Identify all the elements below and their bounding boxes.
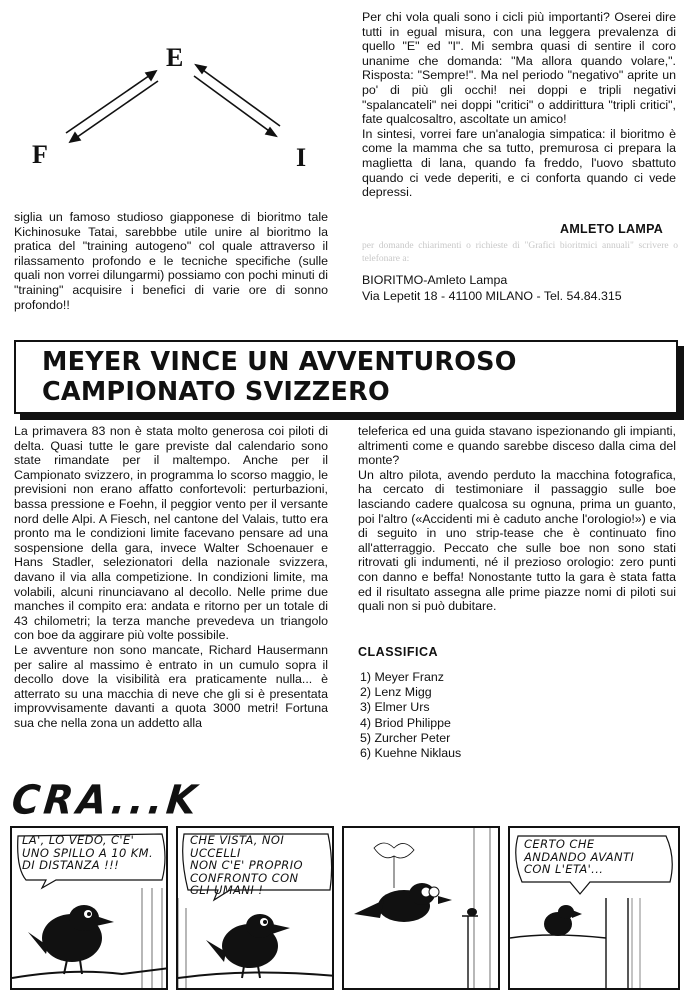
ranking-list bbox=[360, 670, 461, 761]
article-left-paragraph-1: La primavera 83 non è stata molto generosa coi piloti di delta. Quasi tutte le gare previste dal calendario sono state rimandate per il maltempo. Anche per il Campionato svizzero, in programma lo scorso maggio, le previsioni non erano affatto confortevoli: perturbazioni, bassa pressione e Foehn, il peggior vento per il versante nord delle Alpi. A Fiesch, nel cantone del Valais, tutto era pronto ma le condizioni limite facevano pensare ad una sospensione della gara, invece Walter Schoenauer e Hans Stadler, selezionatori della nazionale svizzera, davano il via alla competizione. In condizioni limite, ma volabili, alcuni rinunciavano al decollo. Nelle prime due manches il compito era: andata e ritorno per un totale di 43 chilometri; la terza manche prevedeva un triangolo con boe da aggirare più volte possibile. bbox=[14, 424, 328, 643]
bubble-4-line-3: CON L'ETA'... bbox=[524, 862, 604, 876]
article-left-column bbox=[14, 424, 328, 730]
diagram-letter-e: E bbox=[166, 43, 184, 72]
comic-panel-3 bbox=[342, 826, 500, 990]
headline-line-2: CAMPIONATO SVIZZERO bbox=[42, 377, 390, 407]
bubble-4-line-1: CERTO CHE bbox=[524, 837, 595, 851]
ranking-title: CLASSIFICA bbox=[358, 645, 438, 659]
bubble-2-line-4: GLI UMANI ! bbox=[190, 883, 264, 897]
diagram-letter-i: I bbox=[296, 143, 307, 172]
crow-flying-illustration bbox=[344, 828, 500, 990]
bubble-2-line-2: NON C'E' PROPRIO bbox=[190, 858, 303, 872]
speech-bubble-1 bbox=[22, 834, 162, 872]
ranking-entry: 6) Kuehne Niklaus bbox=[360, 746, 462, 761]
contact-address: Via Lepetit 18 - 41100 MILANO - Tel. 54.84.315 bbox=[362, 289, 622, 303]
comic-panel-2 bbox=[176, 826, 334, 990]
bubble-4-line-2: ANDANDO AVANTI bbox=[524, 849, 635, 864]
article-right-paragraph-1: teleferica ed una guida stavano ispezionando gli impianti, altrimenti come e quando sarebbe disceso dalla cima del monte? bbox=[358, 424, 676, 468]
speech-bubble-2 bbox=[190, 834, 330, 897]
bubble-1-line-3: DI DISTANZA !!! bbox=[22, 858, 120, 872]
contact-name: BIORITMO-Amleto Lampa bbox=[362, 273, 508, 287]
bubble-2-line-3: CONFRONTO CON bbox=[190, 870, 299, 885]
article-left-paragraph-2: Le avventure non sono mancate, Richard Hausermann per salire al massimo è entrato in un cumulo sopra il decollo dove la visibilità era praticamente nulla... è atterrato su una macchia di neve che gli si è presentata improvvisamente davanti a quota 3000 metri! Fortuna sua che nella zona un addetto alla bbox=[14, 642, 328, 730]
comic-panel-1 bbox=[10, 826, 168, 990]
ranking-entry: 3) Elmer Urs bbox=[360, 700, 430, 715]
diagram-letter-f: F bbox=[32, 140, 48, 169]
intro-right-paragraph-1: Per chi vola quali sono i cicli più importanti? Oserei dire tutti in egual misura, con una leggera prevalenza di quello "E" ed "I". Mi sembra quasi di sentire il coro unanime che domanda: "Ma allora quando volare,". Risposta: "Sempre!". Ma nel periodo "negativo" aprite un po' di più gli occhi! nei doppi e tripli negativi "spalancateli" nei doppi "critici" o addirittura "tripli critici", fate qualcosaltro, ascoltate un amico! bbox=[362, 10, 676, 127]
bubble-1-line-2: UNO SPILLO A 10 KM. bbox=[22, 845, 154, 860]
intro-right-paragraph-2: In sintesi, vorrei fare un'analogia simpatica: il bioritmo è come la mamma che sa tutto, premurosa ci prepara la maglietta di lana, quando fa freddo, l'uovo sbattuto quando ci vede deperiti, e ci conforta quando ci vede depressi. bbox=[362, 126, 676, 200]
intro-right-column bbox=[362, 10, 676, 200]
speech-bubble-4 bbox=[524, 838, 674, 876]
ranking-entry: 2) Lenz Migg bbox=[360, 685, 432, 700]
headline-line-1: MEYER VINCE UN AVVENTUROSO bbox=[42, 347, 517, 377]
fei-cycle-diagram bbox=[18, 38, 328, 208]
article-right-column bbox=[358, 424, 676, 614]
comic-title: CRA...K bbox=[9, 776, 203, 824]
bubble-1-line-1: LA', LO VEDO, C'E' bbox=[22, 833, 135, 847]
headline-box bbox=[14, 340, 678, 414]
intro-left-text: siglia un famoso studioso giapponese di bioritmo tale Kichinosuke Tatai, sarebbbe utile unire al bioritmo la pratica del "training autogeno" col quale attraverso il rilassamento profondo e le tecniche specifiche (sulle quali non vorrei dilungarmi) possiamo con pochi minuti di "training" acquisire i benefici di varie ore di sonno profondo!! bbox=[14, 210, 328, 312]
comic-panel-4 bbox=[508, 826, 680, 990]
article-right-paragraph-2: Un altro pilota, avendo perduto la macchina fotografica, ha cercato di testimoniare il passaggio sulle boe lasciando cadere qualcosa su ognuna, prima un guanto, poi l'altro («Accidenti mi è caduto anche l'orologio!») e via di seguito in uno strip-tease che è continuato fino all'atterraggio. Peccato che sulle boe non sono stati ritrovati gli indumenti, né il prezioso orologio: zero punti con danno e beffa! Nonostante tutto la gara è stata fatta ed il risultato assegna alle prime piazze nomi di piloti sui quali non si può dubitare. bbox=[358, 467, 676, 614]
author-signature: AMLETO LAMPA bbox=[560, 222, 664, 236]
ranking-entry: 1) Meyer Franz bbox=[360, 670, 444, 684]
ranking-entry: 4) Briod Philippe bbox=[360, 715, 451, 730]
ranking-entry: 5) Zurcher Peter bbox=[360, 730, 451, 745]
article-headline bbox=[42, 347, 662, 407]
intro-left-column bbox=[14, 210, 328, 312]
contact-note: per domande chiarimenti o richieste di "Grafici bioritmici annuali" scrivere o telefonare a: bbox=[362, 241, 678, 264]
bubble-2-line-1: CHE VISTA, NOI UCCELLI bbox=[190, 833, 285, 860]
